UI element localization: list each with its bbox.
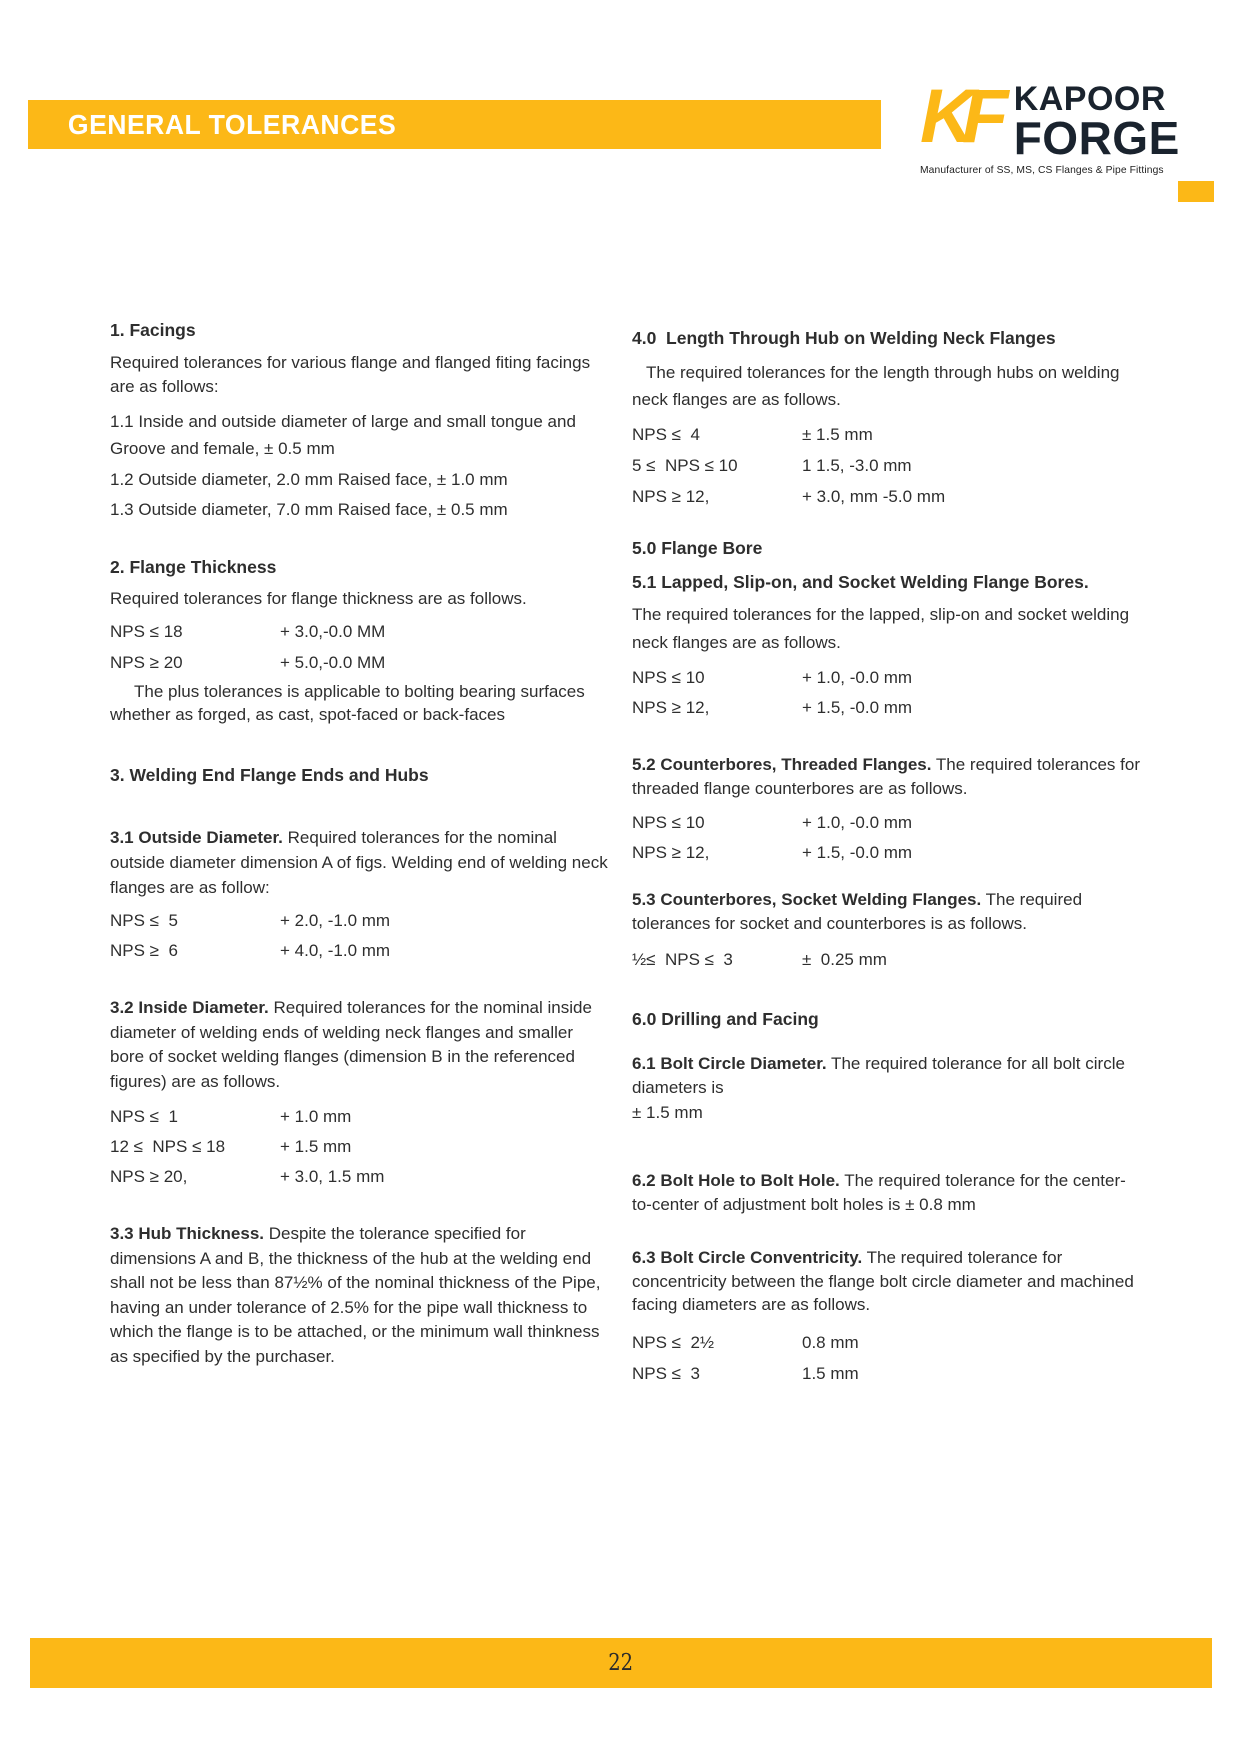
nps-range: NPS ≥ 12,: [632, 698, 710, 717]
outside-diameter-paragraph: [110, 825, 613, 900]
bolt-circle-diameter-value: ± 1.5 mm: [632, 1102, 703, 1122]
tolerance-row: [110, 1162, 608, 1192]
counterbores-threaded-table: [632, 808, 1140, 868]
tolerance-row: [632, 450, 1140, 481]
flange-thickness-note: The plus tolerances is applicable to bolting bearing surfaces whether as forged, as cast, spot-faced or back-faces: [110, 681, 590, 724]
concentricity-table: [632, 1327, 1140, 1389]
page-title: GENERAL TOLERANCES: [67, 108, 397, 140]
nps-range: NPS ≤ 10: [632, 813, 705, 832]
outside-diameter-lead: 3.1 Outside Diameter.: [110, 828, 283, 847]
counterbores-socket-table: [632, 945, 1140, 975]
tolerance-row: [632, 663, 1140, 693]
tolerance-value: + 1.5, -0.0 mm: [802, 843, 913, 862]
tolerance-value: + 1.0, -0.0 mm: [802, 813, 913, 832]
counterbores-socket-lead: 5.3 Counterbores, Socket Welding Flanges.: [632, 890, 982, 909]
tolerance-row: [632, 945, 1140, 975]
section-heading-flange-thickness: 2. Flange Thickness: [110, 556, 277, 577]
nps-range: NPS ≤ 18: [110, 621, 183, 641]
length-through-hub-intro: The required tolerances for the length through hubs on welding neck flanges are as follows.: [632, 362, 1125, 409]
bolt-hole-lead: 6.2 Bolt Hole to Bolt Hole.: [632, 1171, 840, 1190]
bolt-hole-text: The required tolerance for the center-to-center of adjustment bolt holes is ± 0.8 mm: [632, 1171, 1126, 1214]
tolerance-value: + 1.0, -0.0 mm: [802, 668, 913, 687]
tolerance-value: + 3.0, 1.5 mm: [280, 1167, 385, 1186]
left-column: [110, 318, 613, 1369]
logo-name-forge: FORGE: [1013, 111, 1180, 164]
outside-diameter-text: Required tolerances for the nominal outside diameter dimension A of figs. Welding end of welding neck flanges are as follow:: [110, 828, 613, 897]
nps-range: NPS ≤ 5: [110, 911, 178, 930]
nps-range: NPS ≤ 4: [632, 424, 700, 444]
page-number: 22: [608, 1650, 634, 1676]
decor-yellow-square: [1178, 181, 1214, 202]
flange-thickness-table: [110, 616, 608, 678]
kf-monogram-icon: KF: [920, 74, 996, 159]
nps-range: NPS ≤ 2½: [632, 1332, 715, 1352]
section-heading-welding-end: 3. Welding End Flange Ends and Hubs: [110, 764, 429, 785]
tolerance-value: + 1.5, -0.0 mm: [802, 698, 913, 717]
tolerance-row: [632, 1327, 1140, 1358]
tolerance-value: 1.5 mm: [802, 1363, 859, 1383]
length-through-hub-table: [632, 419, 1140, 512]
tolerance-row: [110, 906, 608, 936]
tolerance-row: [110, 616, 608, 647]
nps-range: 12 ≤ NPS ≤ 18: [110, 1137, 226, 1156]
right-column: [632, 326, 1145, 1389]
tolerance-row: [632, 419, 1140, 450]
logo-lockup: [920, 74, 1180, 164]
counterbores-threaded-lead: 5.2 Counterbores, Threaded Flanges.: [632, 755, 932, 774]
concentricity-paragraph: [632, 1246, 1140, 1317]
tolerance-value: + 5.0,-0.0 MM: [280, 652, 386, 672]
logo-name-kapoor: KAPOOR: [1013, 80, 1166, 118]
kapoor-forge-logo: [920, 74, 1180, 176]
outside-diameter-table: [110, 906, 608, 966]
nps-range: 5 ≤ NPS ≤ 10: [632, 455, 738, 475]
tolerance-row: [632, 693, 1140, 723]
tolerance-value: 1 1.5, -3.0 mm: [802, 455, 912, 475]
tolerance-row: [110, 1102, 608, 1132]
nps-range: NPS ≥ 6: [110, 941, 178, 960]
page-footer-bar: [30, 1638, 1212, 1688]
section-heading-flange-bore: 5.0 Flange Bore: [632, 537, 763, 558]
tolerance-value: + 3.0, mm -5.0 mm: [802, 486, 946, 506]
bolt-circle-diameter-paragraph: [632, 1052, 1140, 1101]
inside-diameter-lead: 3.2 Inside Diameter.: [110, 998, 269, 1017]
facings-item-1-2: 1.2 Outside diameter, 2.0 mm Raised face, ± 1.0 mm: [110, 469, 508, 489]
nps-range: NPS ≥ 12,: [632, 486, 710, 506]
tolerance-row: [632, 481, 1140, 512]
logo-tagline: Manufacturer of SS, MS, CS Flanges & Pipe Fittings: [920, 164, 1164, 176]
section-heading-facings: 1. Facings: [110, 320, 196, 340]
facings-item-1-3: 1.3 Outside diameter, 7.0 mm Raised face, ± 0.5 mm: [110, 500, 508, 519]
bolt-circle-diameter-text: The required tolerance for all bolt circle diameters is: [632, 1053, 1130, 1097]
nps-range: NPS ≥ 20,: [110, 1167, 188, 1186]
counterbores-socket-paragraph: [632, 888, 1140, 935]
hub-thickness-text: Despite the tolerance specified for dimensions A and B, the thickness of the hub at the welding end shall not be less than 87½% of the nominal thickness of the Pipe, having an under tolerance of 2.5% for the pipe wall thickness to which the flange is to be attached, or the minimum wall thinkness as specified by the purchaser.: [110, 1224, 606, 1366]
tolerance-row: [110, 936, 608, 966]
hub-thickness-lead: 3.3 Hub Thickness.: [110, 1224, 264, 1243]
facings-item-1-1: 1.1 Inside and outside diameter of large and small tongue and Groove and female, ± 0.5 mm: [110, 411, 581, 458]
counterbores-socket-text: The required tolerances for socket and counterbores is as follows.: [632, 890, 1087, 933]
concentricity-text: The required tolerance for concentricity between the flange bolt circle diameter and machined facing diameters are as follows.: [632, 1248, 1139, 1314]
subsection-heading-lapped: 5.1 Lapped, Slip-on, and Socket Welding Flange Bores.: [632, 572, 1089, 592]
tolerance-row: [110, 1132, 608, 1162]
section-heading-drilling-facing: 6.0 Drilling and Facing: [632, 1009, 819, 1029]
tolerance-row: [632, 1358, 1140, 1389]
facings-intro: Required tolerances for various flange and flanged fiting facings are as follows:: [110, 352, 595, 396]
page-header-bar: [28, 100, 881, 149]
hub-thickness-paragraph: [110, 1222, 608, 1369]
tolerance-value: 0.8 mm: [802, 1332, 859, 1352]
flange-thickness-intro: Required tolerances for flange thickness are as follows.: [110, 589, 527, 608]
logo-wordmark: [1013, 80, 1180, 164]
nps-range: NPS ≤ 10: [632, 668, 705, 687]
tolerance-row: [632, 838, 1140, 868]
tolerance-row: [632, 808, 1140, 838]
tolerance-value: + 1.5 mm: [280, 1137, 352, 1156]
inside-diameter-paragraph: [110, 996, 608, 1094]
concentricity-lead: 6.3 Bolt Circle Conventricity.: [632, 1248, 863, 1267]
tolerance-value: + 1.0 mm: [280, 1107, 352, 1126]
tolerance-value: + 4.0, -1.0 mm: [280, 941, 391, 960]
lapped-table: [632, 663, 1140, 723]
nps-range: ½≤ NPS ≤ 3: [632, 950, 733, 969]
bolt-hole-paragraph: [632, 1169, 1140, 1216]
lapped-intro: The required tolerances for the lapped, slip-on and socket welding neck flanges are as follows.: [632, 605, 1134, 652]
tolerance-value: + 3.0,-0.0 MM: [280, 621, 386, 641]
tolerance-row: [110, 647, 608, 678]
nps-range: NPS ≥ 12,: [632, 843, 710, 862]
nps-range: NPS ≥ 20: [110, 652, 183, 672]
bolt-circle-diameter-lead: 6.1 Bolt Circle Diameter.: [632, 1053, 827, 1073]
tolerance-value: + 2.0, -1.0 mm: [280, 911, 391, 930]
tolerance-value: ± 1.5 mm: [802, 424, 873, 444]
counterbores-threaded-paragraph: [632, 753, 1145, 800]
inside-diameter-table: [110, 1102, 608, 1192]
nps-range: NPS ≤ 3: [632, 1363, 700, 1383]
counterbores-threaded-text: The required tolerances for threaded flange counterbores are as follows.: [632, 755, 1145, 798]
inside-diameter-text: Required tolerances for the nominal inside diameter of welding ends of welding neck flanges and smaller bore of socket welding flanges (dimension B in the referenced figures) are as follows.: [110, 998, 597, 1091]
tolerance-value: ± 0.25 mm: [802, 950, 887, 969]
section-heading-length-through-hub: 4.0 Length Through Hub on Welding Neck Flanges: [632, 328, 1056, 348]
nps-range: NPS ≤ 1: [110, 1107, 178, 1126]
